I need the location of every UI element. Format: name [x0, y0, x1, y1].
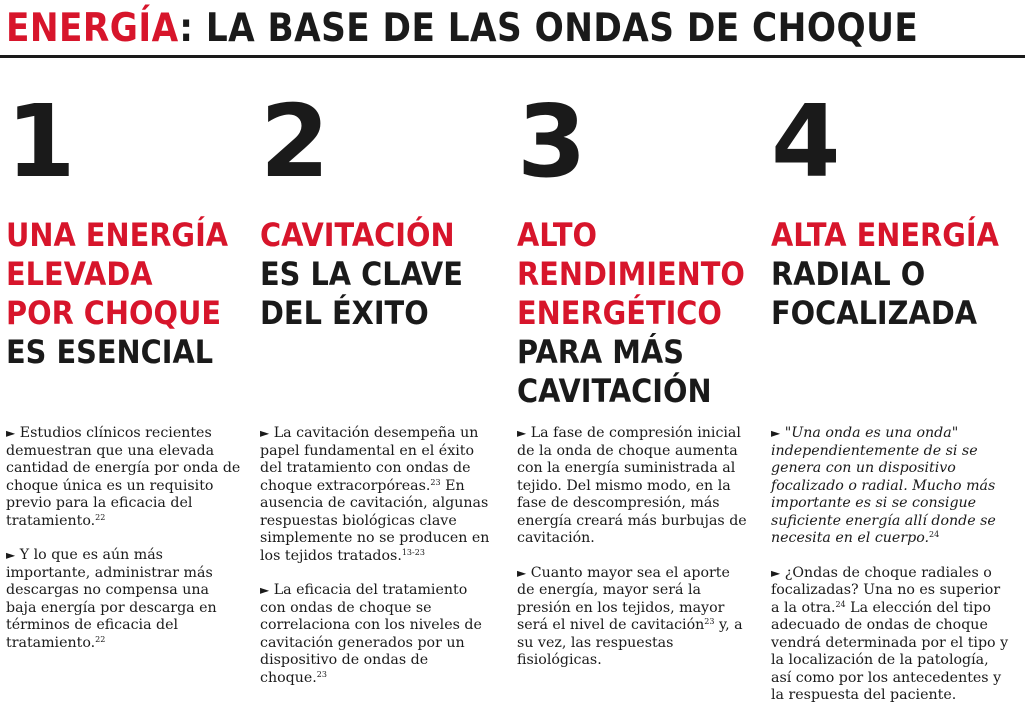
step-number: 2	[260, 83, 330, 200]
paragraph-text: Y lo que es aún más importante, administrar más descargas no compensa una baja energía por descarga en términos de eficacia del tratamiento.	[6, 547, 217, 651]
heading-red-line: ENERGÉTICO	[517, 294, 722, 332]
step-number: 4	[771, 83, 841, 200]
reference: 24	[835, 599, 846, 609]
heading-red-line: ELEVADA	[6, 255, 153, 293]
column-body	[6, 425, 242, 669]
right-pointing-triangle-icon: ►	[6, 548, 16, 562]
heading-dark-line: CAVITACIÓN	[517, 372, 712, 410]
paragraph-text: La eficacia del tratamiento con ondas de choque se correlaciona con los niveles de cavitación generados por un dispositivo de ondas de choque.	[260, 582, 482, 686]
paragraph	[260, 582, 492, 687]
column-heading	[517, 216, 745, 411]
reference: 22	[95, 512, 106, 522]
column-body	[260, 425, 492, 704]
heading-dark-line: ES LA CLAVE	[260, 255, 463, 293]
paragraph	[6, 425, 242, 530]
right-pointing-triangle-icon: ►	[260, 426, 270, 440]
paragraph-text: La fase de compresión inicial de la onda de choque aumenta con la energía suministrada al tejido. Del mismo modo, en la fase de descompresión, más energía creará más burbujas de cavitación.	[517, 425, 747, 546]
reference: 23	[430, 477, 441, 487]
right-pointing-triangle-icon: ►	[517, 426, 527, 440]
paragraph-text: y, a su vez, las respuestas fisiológicas.	[517, 617, 743, 668]
heading-dark-line: DEL ÉXITO	[260, 294, 429, 332]
paragraph-text: La cavitación desempeña un papel fundamental en el éxito del tratamiento con ondas de choque extracorpóreas.	[260, 425, 479, 494]
page-title-accent: ENERGÍA	[6, 6, 180, 51]
heading-dark-line: PARA MÁS	[517, 333, 684, 371]
reference: 23	[316, 669, 327, 679]
column-heading	[771, 216, 999, 333]
heading-red-line: RENDIMIENTO	[517, 255, 745, 293]
reference: 22	[95, 634, 106, 644]
title-rule	[0, 55, 1025, 58]
heading-dark-line: ES ESENCIAL	[6, 333, 214, 371]
heading-red-line: ALTA ENERGÍA	[771, 216, 999, 254]
paragraph-text: En ausencia de cavitación, algunas respuestas biológicas clave simplemente no se producen en los tejidos tratados.	[260, 477, 490, 564]
heading-dark-line: RADIAL O	[771, 255, 926, 293]
paragraph-text: Estudios clínicos recientes demuestran que una elevada cantidad de energía por onda de choque única es un requisito previo para la eficacia del tratamiento.	[6, 425, 241, 529]
page-title	[6, 6, 918, 52]
heading-red-line: POR CHOQUE	[6, 294, 222, 332]
reference: 13-23	[401, 547, 425, 557]
reference: 24	[929, 530, 940, 539]
reference: 23	[704, 617, 715, 626]
right-pointing-triangle-icon: ►	[260, 583, 270, 597]
right-pointing-triangle-icon: ►	[517, 565, 527, 580]
right-pointing-triangle-icon: ►	[6, 426, 16, 440]
paragraph-text: ¿Ondas de choque radiales o focalizadas? Una no es superior a la otra.	[771, 564, 1001, 616]
heading-dark-line: FOCALIZADA	[771, 294, 978, 332]
page-title-rest: : LA BASE DE LAS ONDAS DE CHOQUE	[179, 6, 919, 51]
right-pointing-triangle-icon: ►	[771, 426, 781, 440]
paragraph	[6, 547, 242, 652]
column-body	[771, 425, 1011, 722]
heading-red-line: UNA ENERGÍA	[6, 216, 229, 254]
paragraph-text: Cuanto mayor sea el aporte de energía, mayor será la presión en los tejidos, mayor será el nivel de cavitación	[517, 564, 730, 633]
paragraph	[517, 425, 749, 548]
column-heading	[260, 216, 485, 333]
heading-red-line: CAVITACIÓN	[260, 216, 455, 254]
paragraph	[771, 425, 1011, 548]
paragraph	[517, 565, 749, 670]
step-number: 3	[517, 83, 587, 200]
paragraph-text: "Una onda es una onda" independientemente de si se genera con un dispositivo focalizado o radial. Mucho más importante es si se consigue suficiente energía allí donde se necesita en el cuerpo.	[771, 425, 996, 546]
column-heading	[6, 216, 231, 372]
right-pointing-triangle-icon: ►	[771, 565, 781, 580]
step-number: 1	[6, 83, 76, 200]
heading-red-line: ALTO	[517, 216, 598, 254]
paragraph-text: La elección del tipo adecuado de ondas de choque vendrá determinada por el tipo y la localización de la patología, así como por los antecedentes y la respuesta del paciente.	[771, 599, 1009, 703]
paragraph	[260, 425, 492, 565]
paragraph	[771, 565, 1011, 705]
column-body	[517, 425, 749, 687]
